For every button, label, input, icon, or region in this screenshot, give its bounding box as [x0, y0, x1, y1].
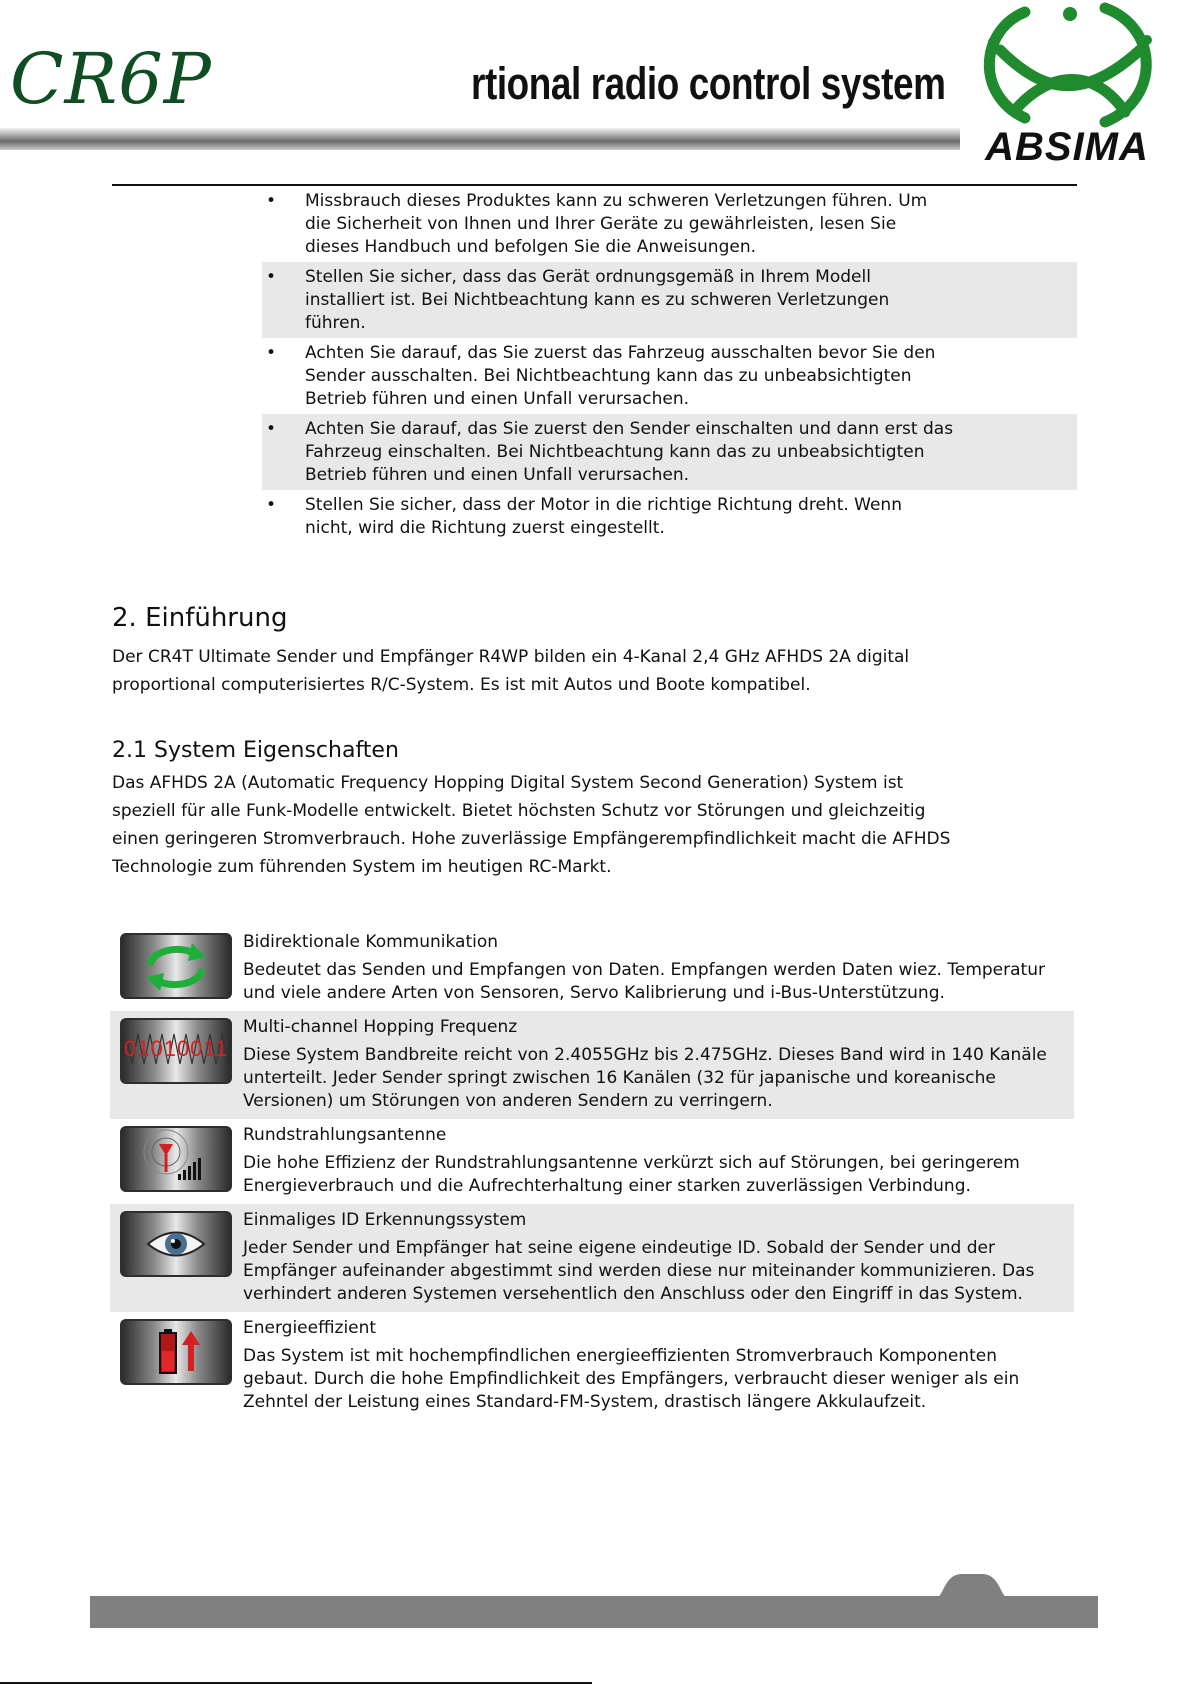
- warning-item: [262, 186, 1077, 262]
- feature-item: [110, 1119, 1074, 1204]
- feature-description: Diese System Bandbreite reicht von 2.4055GHz bis 2.475GHz. Dieses Band wird in 140 Kanäle unterteilt. Jeder Sender springt zwischen 16 Kanälen (32 für japanische und koreanische Versionen) um Störungen von anderen Sendern zu verringern.: [243, 1045, 1047, 1111]
- feature-title: Multi-channel Hopping Frequenz: [243, 1017, 518, 1037]
- header-band: [0, 128, 960, 150]
- battery-icon: [120, 1319, 232, 1385]
- feature-item: [110, 1204, 1074, 1312]
- feature-item: [110, 1011, 1074, 1119]
- feature-description: Jeder Sender und Empfänger hat seine eigene eindeutige ID. Sobald der Sender und der Empfänger aufeinander abgestimmt sind werden diese nur miteinander kommunizieren. Das verhindert anderen Systemen versehentlich den Anschluss oder den Eingriff in das System.: [243, 1238, 1035, 1304]
- warning-text: Achten Sie darauf, das Sie zuerst den Sender einschalten und dann erst das Fahrzeug einschalten. Bei Nichtbeachtung kann das zu unbeabsichtigten Betrieb führen und einen Unfall verursachen.: [305, 419, 954, 485]
- feature-description: Bedeutet das Senden und Empfangen von Daten. Empfangen werden Daten wiez. Temperatur und viele andere Arten von Sensoren, Servo Kalibrierung und i-Bus-Unterstützung.: [243, 960, 1045, 1003]
- absima-logo: [955, 0, 1180, 165]
- product-logo: CR6P: [10, 38, 212, 120]
- warning-item: [262, 262, 1077, 338]
- bullet-icon: •: [266, 191, 277, 211]
- section-heading-intro: 2. Einführung: [112, 603, 288, 633]
- frequency-hopping-icon: [120, 1018, 232, 1084]
- section-heading-system: 2.1 System Eigenschaften: [112, 738, 399, 763]
- intro-paragraph: Der CR4T Ultimate Sender und Empfänger R4WP bilden ein 4-Kanal 2,4 GHz AFHDS 2A digital proportional computerisiertes R/C-System. Es ist mit Autos und Boote kompatibel.: [112, 647, 910, 695]
- svg-text:ABSIMA: ABSIMA: [985, 125, 1149, 165]
- warning-list: [262, 186, 1077, 543]
- footer-bar: [90, 1596, 1098, 1628]
- antenna-signal-icon: [120, 1126, 232, 1192]
- bullet-icon: •: [266, 267, 277, 287]
- feature-title: Bidirektionale Kommunikation: [243, 932, 499, 952]
- bottom-rule: [0, 1682, 592, 1684]
- warning-item: [262, 338, 1077, 414]
- warning-text: Stellen Sie sicher, dass das Gerät ordnungsgemäß in Ihrem Modell installiert ist. Bei Nichtbeachtung kann es zu schweren Verletzungen führen.: [305, 267, 890, 333]
- warning-text: Stellen Sie sicher, dass der Motor in die richtige Richtung dreht. Wenn nicht, wird die Richtung zuerst eingestellt.: [305, 495, 902, 538]
- header-tagline: rtional radio control system: [471, 58, 946, 109]
- warning-text: Achten Sie darauf, das Sie zuerst das Fahrzeug ausschalten bevor Sie den Sender ausschalten. Bei Nichtbeachtung kann das zu unbeabsichtigten Betrieb führen und einen Unfall verursachen.: [305, 343, 936, 409]
- feature-title: Einmaliges ID Erkennungssystem: [243, 1210, 527, 1230]
- bidirectional-arrows-icon: [120, 933, 232, 999]
- feature-title: Energieeffizient: [243, 1318, 377, 1338]
- bullet-icon: •: [266, 419, 277, 439]
- warning-item: [262, 490, 1077, 543]
- feature-item: [110, 926, 1074, 1011]
- feature-list: [110, 926, 1074, 1420]
- leaf-emblem-icon: [989, 8, 1146, 122]
- feature-item: [110, 1312, 1074, 1420]
- feature-description: Die hohe Effizienz der Rundstrahlungsantenne verkürzt sich auf Störungen, bei geringerem Energieverbrauch und die Aufrechterhaltung einer starken zuverlässigen Verbindung.: [243, 1153, 1020, 1196]
- page-tab: [936, 1572, 1008, 1598]
- page-header: [0, 0, 1191, 190]
- warning-item: [262, 414, 1077, 490]
- warning-text: Missbrauch dieses Produktes kann zu schweren Verletzungen führen. Um die Sicherheit von Ihnen und Ihrer Geräte zu gewährleisten, lesen Sie dieses Handbuch und befolgen Sie die Anweisungen.: [305, 191, 928, 257]
- bullet-icon: •: [266, 343, 277, 363]
- bullet-icon: •: [266, 495, 277, 515]
- frequency-code-text: 01010011: [124, 1036, 229, 1061]
- feature-title: Rundstrahlungsantenne: [243, 1125, 447, 1145]
- eye-icon: [120, 1211, 232, 1277]
- feature-description: Das System ist mit hochempfindlichen energieeffizienten Stromverbrauch Komponenten gebaut. Durch die hohe Empfindlichkeit des Empfängers, verbraucht dieser weniger als ein Zehntel der Leistung eines Standard-FM-System, drastisch längere Akkulaufzeit.: [243, 1346, 1020, 1412]
- system-paragraph: Das AFHDS 2A (Automatic Frequency Hopping Digital System Second Generation) System ist speziell für alle Funk-Modelle entwickelt. Bietet höchsten Schutz vor Störungen und gleichzeitig einen geringeren Stromverbrauch. Hohe zuverlässige Empfängerempfindlichkeit macht die AFHDS Technologie zum führenden System im heutigen RC-Markt.: [112, 773, 951, 877]
